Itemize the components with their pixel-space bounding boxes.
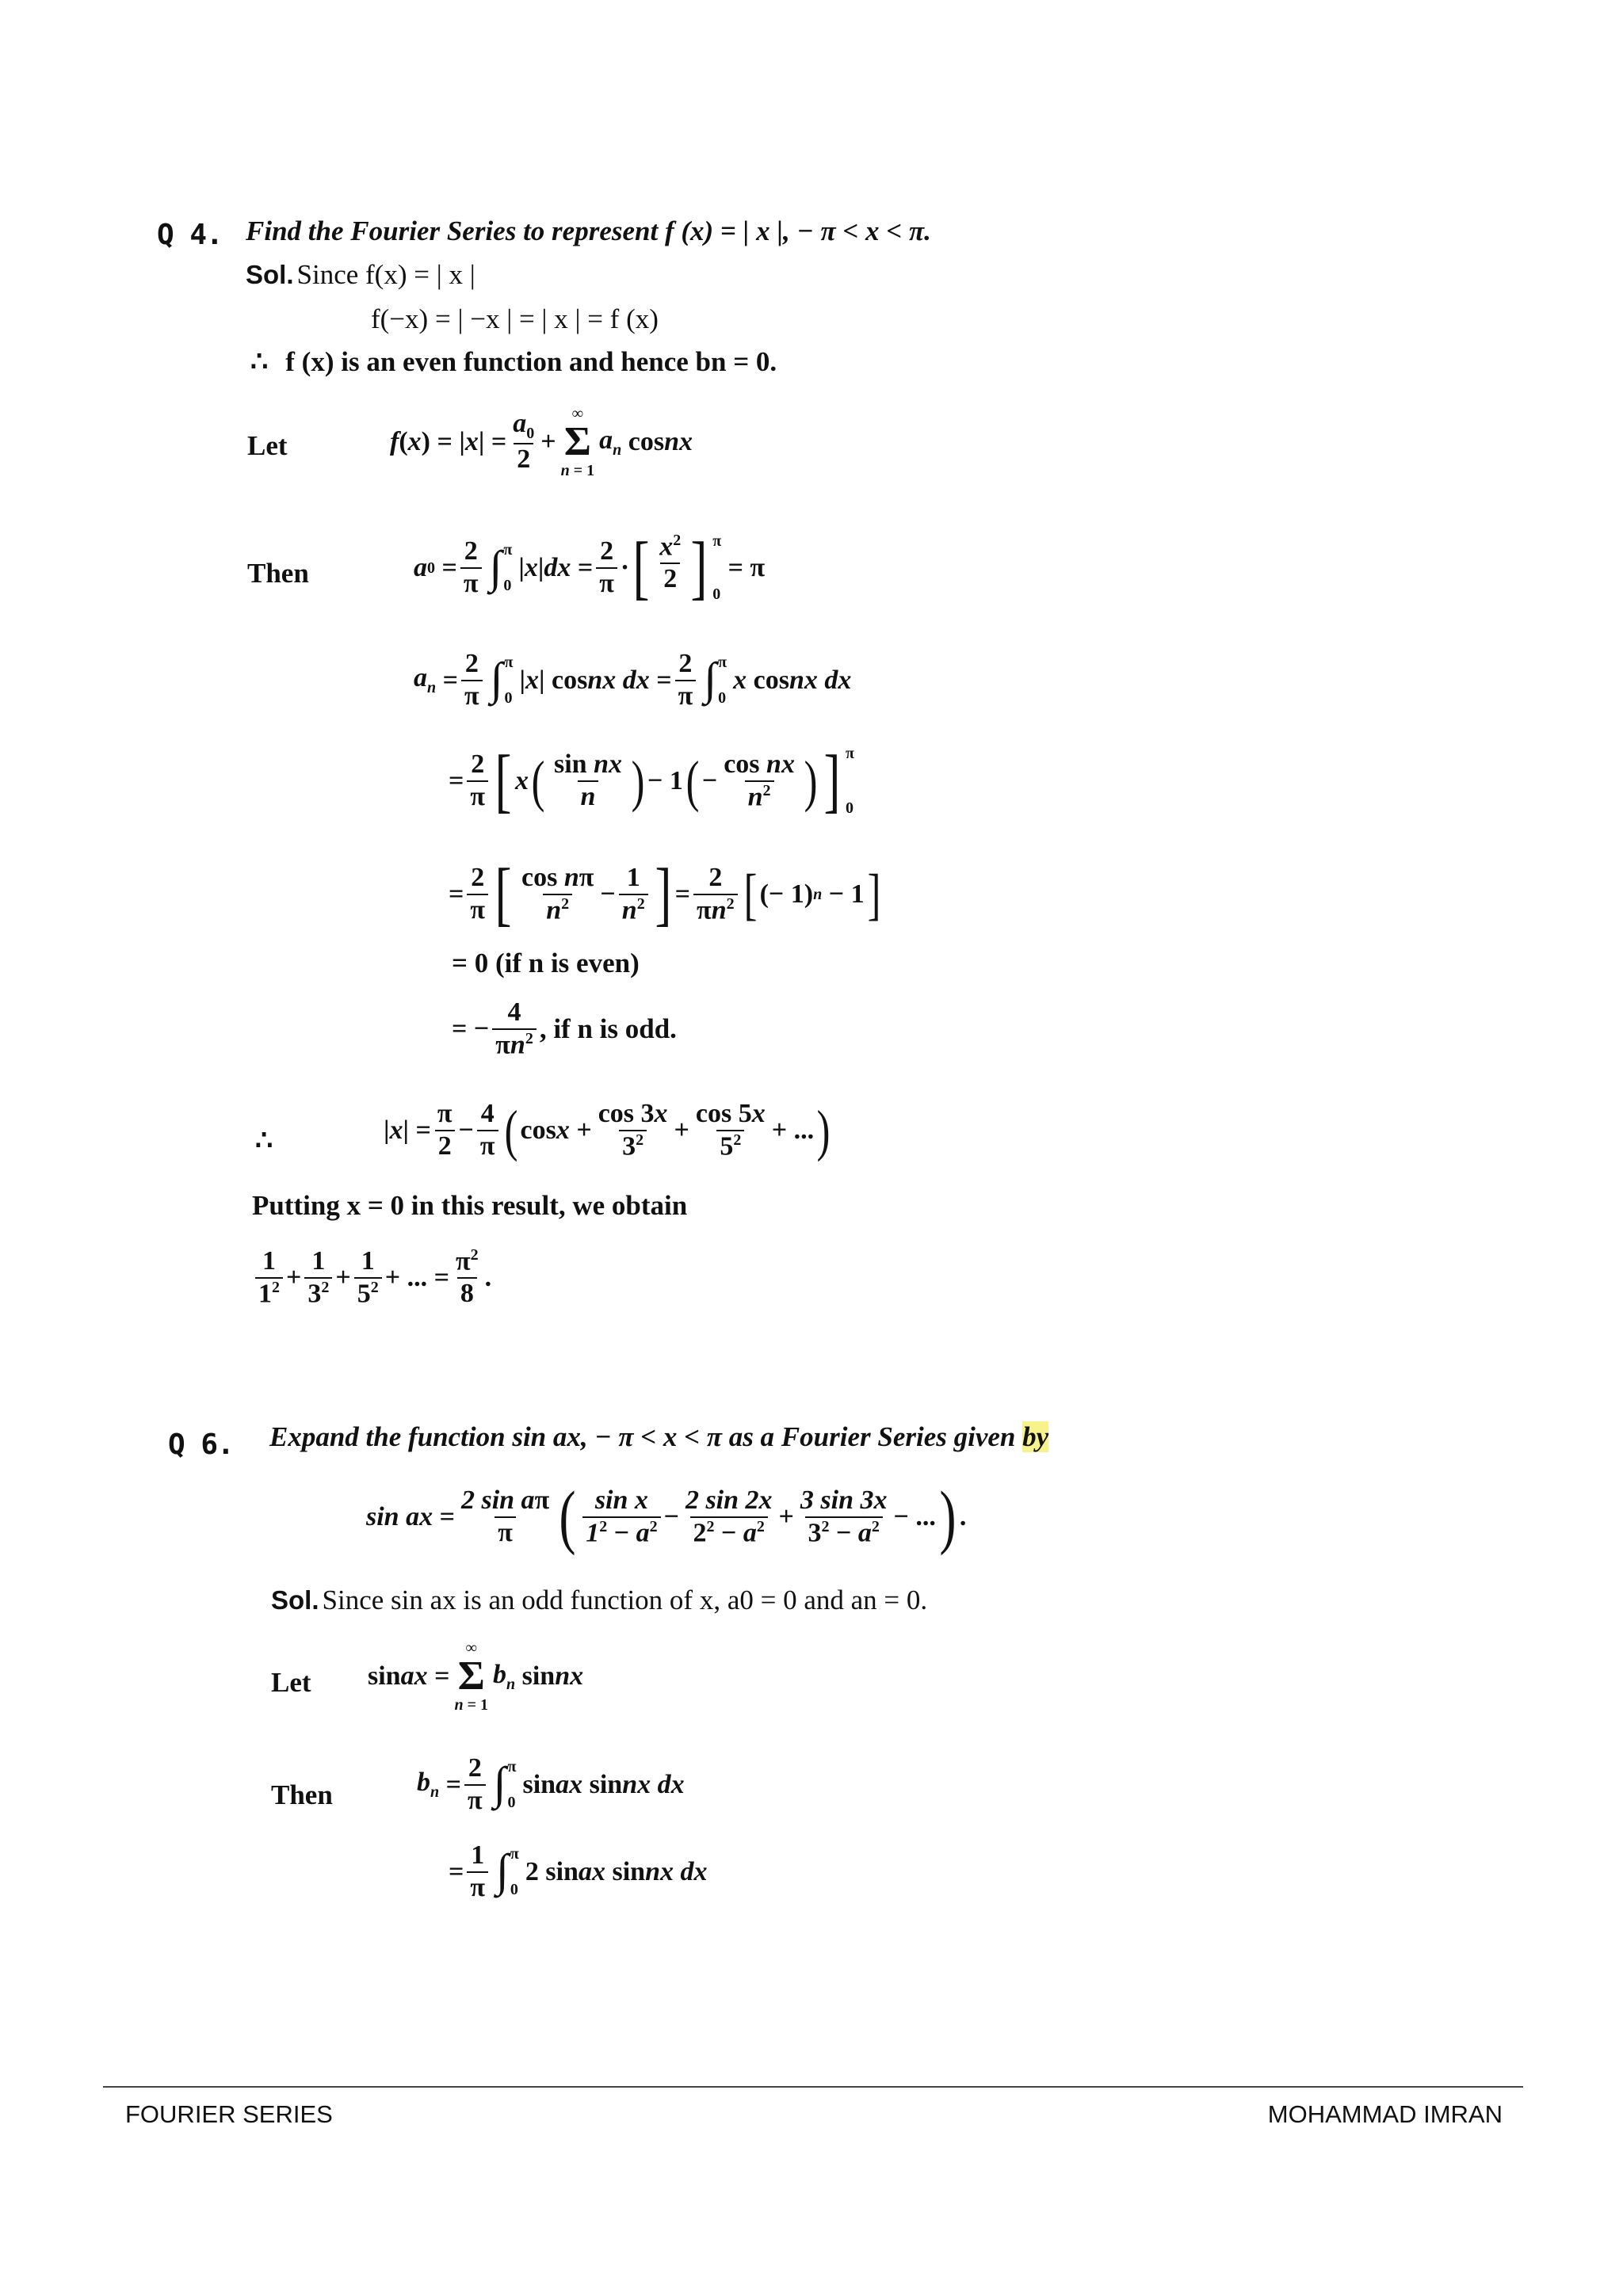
basel-odd-series-result: $\frac{1}{1^2}$ + $\frac{1}{3^2}$ + $\frac{1}{5^2}$ + ... = $\frac{\pi^2}{8}$ . (252, 1247, 491, 1309)
abs-x-fourier-series-result: | x | = $\frac{\pi}{2}$ − $\frac{4}{\pi}$ ( cos x + $\frac{\cos 3x}{3^2}$ + $\frac{\cos 5x}{5^2}$ + ... ) (384, 1098, 831, 1162)
question-6-title (269, 1421, 1048, 1453)
odd-case-suffix: , if n is odd. (539, 1013, 677, 1044)
let-label: Let (247, 430, 288, 461)
an-even-case: = 0 (if n is even) (452, 948, 640, 978)
solution-label-q6: Sol. (271, 1585, 319, 1615)
highlighted-word: by (1022, 1421, 1049, 1452)
q4-solution-intro (246, 259, 475, 291)
odd-function-statement: Since sin ax is an odd function of x, a0 = 0 and an = 0. (322, 1585, 928, 1615)
an-odd-case: = − $\frac{4}{\pi n^2}$ , if n is odd. (452, 997, 677, 1060)
question-6-title-text: Expand the function sin ax, − π < x < π as a Fourier Series given (269, 1421, 1016, 1452)
a0-coefficient-equation: a 0 = $\frac{2}{\pi}$ ∫ π 0 | x | dx = $\frac{2}{\pi}$ · [ $\frac{x^2}{2}$ ] π 0 = π (414, 528, 766, 607)
therefore-symbol-2: ∴ (255, 1125, 273, 1156)
integration-by-parts-step: = $\frac{2}{\pi}$ [ x ( $\frac{\text{sin nx}}{n}$ ) − 1 ( − $\frac{\text{cos nx}}{n^2}$ ) ] π 0 (449, 742, 854, 820)
fourier-series-expansion-equation: f ( x ) = | x | = $\frac{a_0}{2}$ + ∞ Σ n = 1 $a_n$ cos nx (390, 405, 693, 479)
an-simplified-step: = $\frac{2}{\pi}$ [ $\frac{\text{cos nπ}}{n^2}$ − $\frac{1}{n^2}$ ] = $\frac{2}{\pi n^2}$ [ (− 1) n − 1 ] (449, 855, 881, 933)
q4-even-conclusion (250, 346, 777, 378)
q4-even-check-line: f(−x) = | −x | = | x | = f (x) (371, 303, 659, 334)
q6-solution-intro (271, 1585, 927, 1616)
then-label-q6: Then (271, 1779, 333, 1810)
even-function-statement: f (x) is an even function and hence bn = 0. (285, 346, 777, 377)
solution-label: Sol. (246, 260, 294, 289)
sine-series-form: sin ax = ∞ Σ n = 1 $b_n$ sin nx (368, 1639, 584, 1714)
let-label-q6: Let (271, 1667, 311, 1698)
footer-author: MOHAMMAD IMRAN (1267, 2100, 1503, 2128)
then-label: Then (247, 558, 309, 589)
footer-left-title: FOURIER SERIES (125, 2100, 333, 2128)
bn-coefficient-integral: $b_n$ = $\frac{2}{\pi}$ ∫ π 0 sin ax sin nx dx (417, 1753, 685, 1815)
footer-divider (103, 2086, 1523, 2088)
solution-line-1: Since f(x) = | x | (296, 259, 475, 290)
question-6-label: Q 6. (168, 1428, 234, 1461)
question-4-title: Find the Fourier Series to represent f (x) = | x |, − π < x < π. (246, 215, 931, 246)
putting-x-zero-line: Putting x = 0 in this result, we obtain (252, 1190, 688, 1221)
therefore-symbol: ∴ (250, 346, 269, 377)
bn-product-step: = $\frac{1}{\pi}$ ∫ π 0 2 sin ax sin nx dx (449, 1840, 708, 1902)
question-4-label: Q 4. (157, 219, 223, 251)
an-coefficient-integral: $a_n$ = $\frac{2}{\pi}$ ∫ π 0 | x | cos nx dx = $\frac{2}{\pi}$ ∫ π 0 x cos nx dx (414, 649, 852, 711)
sin-ax-fourier-series-statement: sin ax = $\frac{\text{2 sin aπ}}{\pi}$ ( $\frac{\text{sin x}}{1^2 - a^2}$ − $\frac{2 \sin 2x}{2^2 - a^2}$ + $\frac{3 \sin 3x}{3^2 - a^2}$ − ... ) . (366, 1478, 967, 1556)
